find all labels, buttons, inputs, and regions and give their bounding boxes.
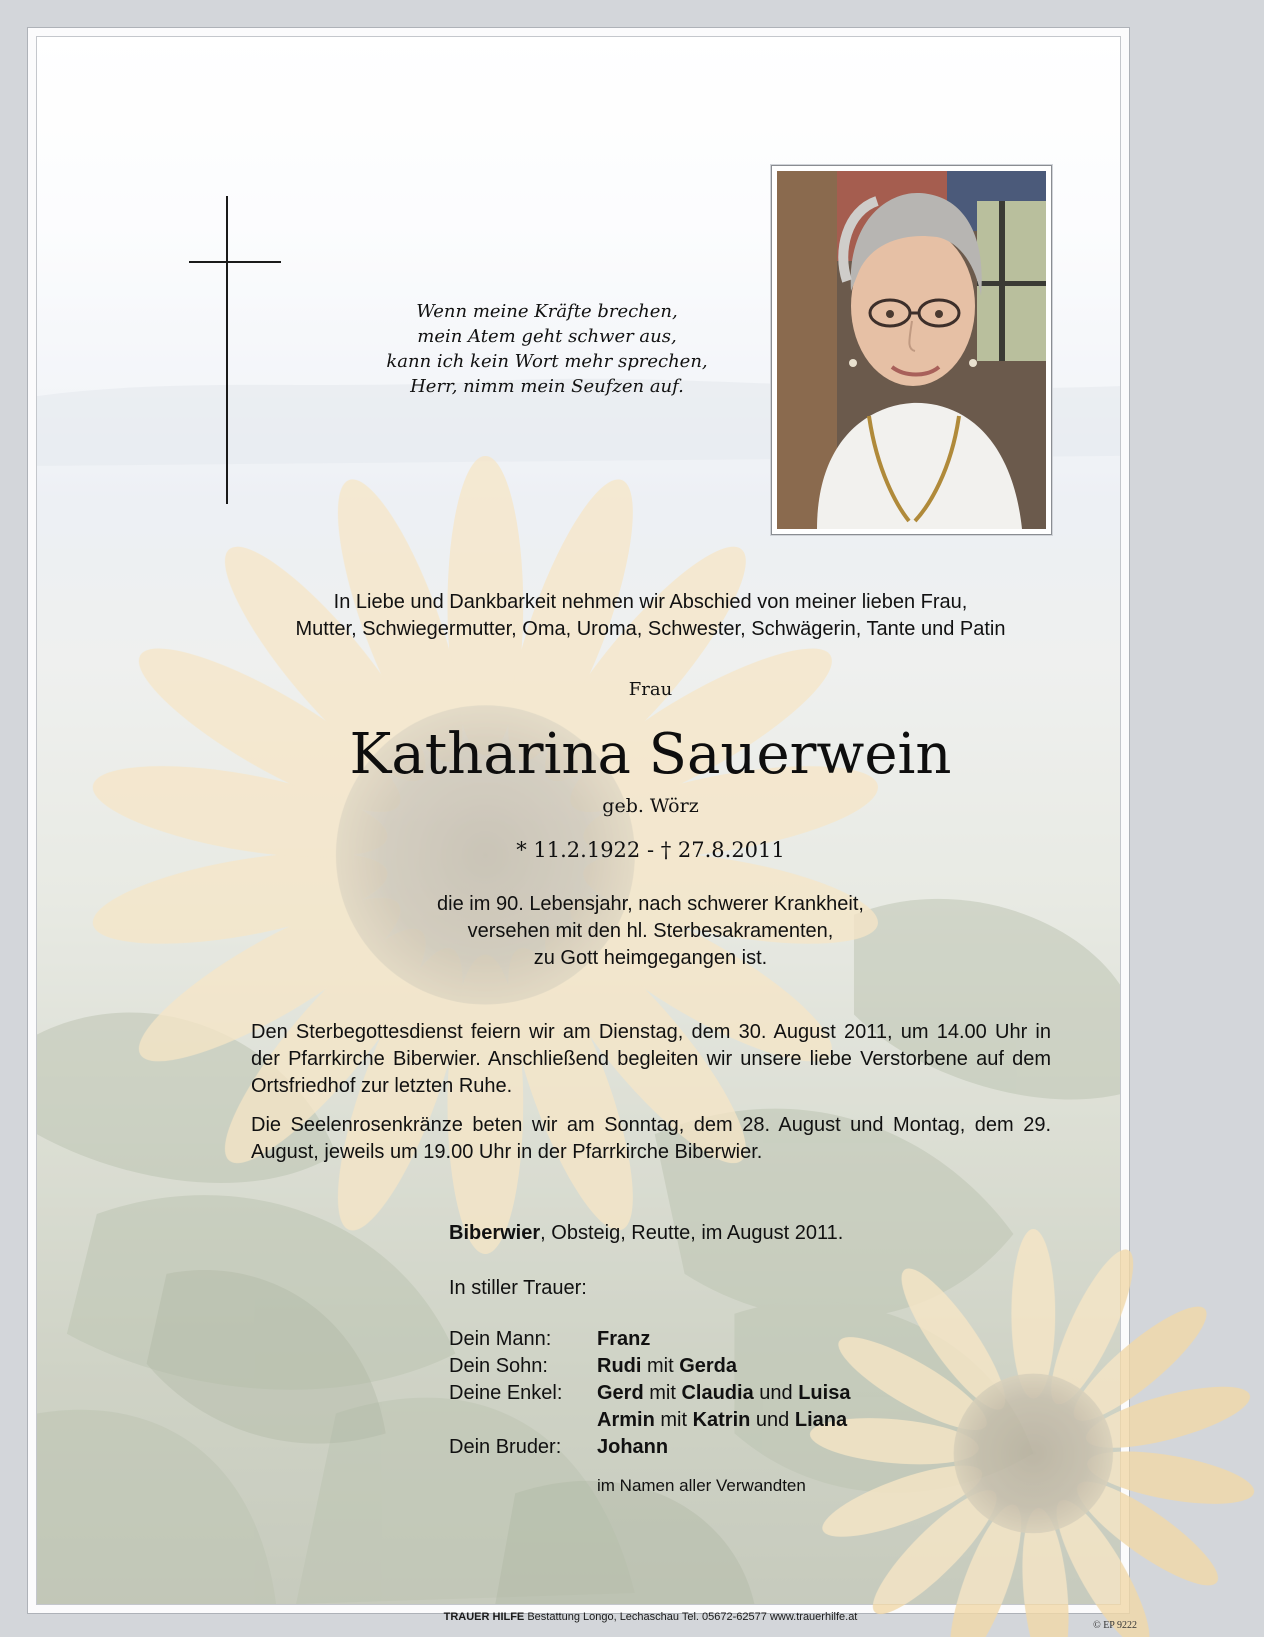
portrait-photo xyxy=(777,171,1046,529)
family-names: Franz xyxy=(597,1328,651,1350)
family-row xyxy=(449,1434,850,1461)
passing-text xyxy=(37,891,1264,972)
cross-icon-bar xyxy=(189,261,281,263)
place-town: Biberwier xyxy=(449,1222,541,1244)
family-names: Johann xyxy=(597,1436,669,1458)
family-row xyxy=(449,1326,850,1353)
footer-brand: TRAUER HILFE xyxy=(443,1611,525,1623)
relatives-note: im Namen aller Verwandten xyxy=(597,1476,806,1495)
poem-line: Herr, nimm mein Seufzen auf. xyxy=(410,376,684,397)
family-label: Dein Bruder: xyxy=(449,1436,562,1458)
obituary-sheet xyxy=(27,27,1130,1623)
intro-text xyxy=(157,589,1144,643)
place-rest: , Obsteig, Reutte, im August 2011. xyxy=(540,1222,844,1244)
family-names: Gerd mit Claudia und Luisa xyxy=(597,1382,851,1404)
title-label: Frau xyxy=(628,679,673,700)
passing-line: die im 90. Lebensjahr, nach schwerer Krankheit, xyxy=(437,893,864,915)
poem-line: kann ich kein Wort mehr sprechen, xyxy=(386,351,708,372)
deceased-name: Katharina Sauerwein xyxy=(349,722,952,787)
poem-line: mein Atem geht schwer aus, xyxy=(417,326,677,347)
family-names: Armin mit Katrin und Liana xyxy=(597,1409,848,1431)
obituary-card xyxy=(36,36,1121,1623)
place-date xyxy=(449,1220,843,1247)
poem xyxy=(337,299,757,399)
footer-text: Bestattung Longo, Lechaschau Tel. 05672-62577 www.trauerhilfe.at xyxy=(524,1611,858,1623)
family-label: Dein Mann: xyxy=(449,1328,552,1350)
intro-line: In Liebe und Dankbarkeit nehmen wir Abschied von meiner lieben Frau, xyxy=(333,591,968,613)
passing-line: zu Gott heimgegangen ist. xyxy=(533,947,768,969)
passing-line: versehen mit den hl. Sterbesakramenten, xyxy=(467,920,834,942)
portrait-photo-frame xyxy=(771,165,1052,535)
family-row xyxy=(449,1407,850,1434)
family-row xyxy=(449,1380,850,1407)
poem-line: Wenn meine Kräfte brechen, xyxy=(416,301,678,322)
life-dates: * 11.2.1922 - † 27.8.2011 xyxy=(516,838,785,862)
cross-icon xyxy=(226,196,228,504)
rosary-text: Die Seelenrosenkränze beten wir am Sonntag, dem 28. August und Montag, dem 29. August, jeweils um 19.00 Uhr in der Pfarrkirche Biberwier. xyxy=(251,1114,1051,1163)
family-names: Rudi mit Gerda xyxy=(597,1355,738,1377)
family-list xyxy=(449,1326,850,1461)
family-row xyxy=(449,1353,850,1380)
funeral-service-text: Den Sterbegottesdienst feiern wir am Dienstag, dem 30. August 2011, um 14.00 Uhr in der Pfarrkirche Biberwier. Anschließend begleiten wir unsere liebe Verstorbene auf dem Ortsfriedhof zur letzten Ruhe. xyxy=(251,1021,1051,1097)
footer xyxy=(37,1611,1264,1623)
intro-line: Mutter, Schwiegermutter, Oma, Uroma, Schwester, Schwägerin, Tante und Patin xyxy=(295,618,1006,640)
family-label xyxy=(449,1407,597,1434)
family-label: Dein Sohn: xyxy=(449,1355,548,1377)
print-code: © EP 9222 xyxy=(1093,1620,1137,1631)
mourning-label: In stiller Trauer: xyxy=(449,1277,587,1299)
family-label: Deine Enkel: xyxy=(449,1382,563,1404)
birth-name: geb. Wörz xyxy=(602,795,699,817)
